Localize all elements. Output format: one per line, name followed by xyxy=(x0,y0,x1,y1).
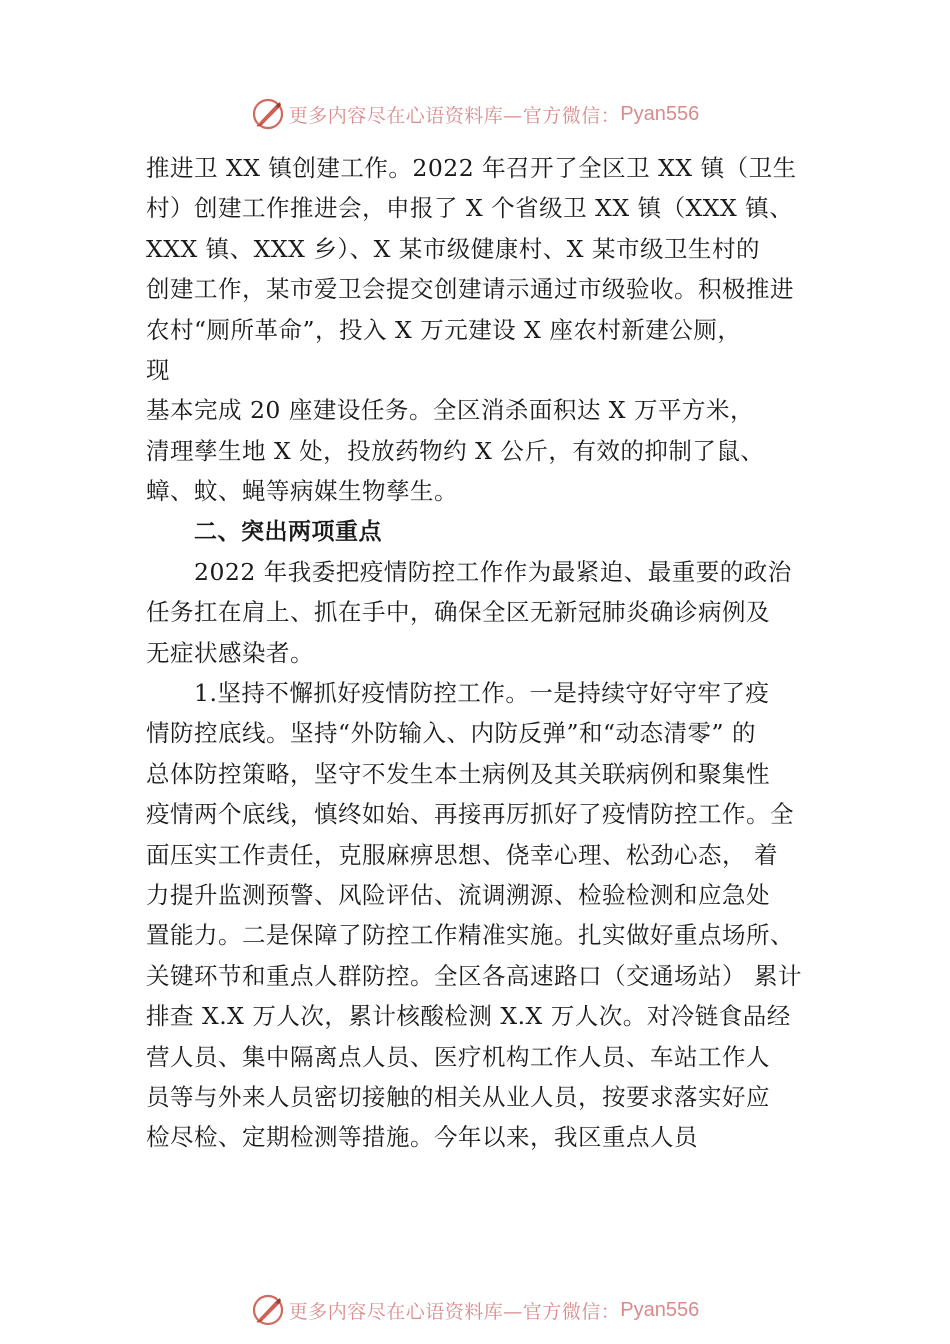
text-line: 任务扛在肩上、抓在手中，确保全区无新冠肺炎确诊病例及 xyxy=(146,598,770,627)
text-line: 营人员、集中隔离点人员、医疗机构工作人员、车站工作人 xyxy=(146,1042,770,1071)
text-line: 蟑、蚊、蝇等病媒生物孳生。 xyxy=(146,477,458,506)
text-line: 排查 X.X 万人次，累计核酸检测 X.X 万人次。对冷链食品经 xyxy=(146,1002,791,1031)
text-line: 力提升监测预警、风险评估、流调溯源、检验检测和应急处 xyxy=(146,881,770,910)
banner-text: 更多内容尽在心语资料库—官方微信： xyxy=(288,1300,621,1323)
text-line: 面压实工作责任，克服麻痹思想、侥幸心理、松劲心态， 着 xyxy=(146,840,778,869)
text-line: 基本完成 20 座建设任务。全区消杀面积达 X 万平方米， xyxy=(146,396,755,425)
banner-wechat-id: Pyan556 xyxy=(620,1298,700,1321)
banner-text: 更多内容尽在心语资料库—官方微信： xyxy=(288,104,621,127)
text-line: 推进卫 XX 镇创建工作。2022 年召开了全区卫 XX 镇（卫生 xyxy=(146,154,797,182)
section-heading: 二、突出两项重点 xyxy=(194,518,382,545)
header-watermark-banner xyxy=(0,94,950,134)
quill-logo-icon xyxy=(251,97,285,131)
text-line: 无症状感染者。 xyxy=(146,638,314,667)
text-line: 村）创建工作推进会，申报了 X 个省级卫 XX 镇（XXX 镇、 xyxy=(146,194,794,223)
text-line: 清理孳生地 X 处，投放药物约 X 公斤，有效的抑制了鼠、 xyxy=(146,436,765,465)
document-body xyxy=(146,148,826,1158)
banner-wechat-id: Pyan556 xyxy=(620,102,700,125)
text-line: 农村“厕所革命”，投入 X 万元建设 X 座农村新建公厕， xyxy=(146,315,742,344)
text-line: 关键环节和重点人群防控。全区各高速路口（交通场站） 累计 xyxy=(146,961,802,990)
text-line: 2022 年我委把疫情防控工作作为最紧迫、最重要的政治 xyxy=(194,557,792,586)
text-line: 1.坚持不懈抓好疫情防控工作。一是持续守好守牢了疫 xyxy=(194,679,770,708)
text-line: 员等与外来人员密切接触的相关从业人员，按要求落实好应 xyxy=(146,1082,770,1111)
text-line: 创建工作，某市爱卫会提交创建请示通过市级验收。积极推进 xyxy=(146,275,794,304)
text-line: 总体防控策略，坚守不发生本土病例及其关联病例和聚集性 xyxy=(146,759,770,788)
text-line: 情防控底线。坚持“外防输入、内防反弹”和“动态清零” 的 xyxy=(146,719,757,748)
text-line: XXX 镇、XXX 乡）、X 某市级健康村、X 某市级卫生村的 xyxy=(146,234,760,263)
footer-watermark-banner xyxy=(0,1290,950,1330)
quill-logo-icon xyxy=(251,1293,285,1327)
text-line: 置能力。二是保障了防控工作精准实施。扎实做好重点场所、 xyxy=(146,921,794,950)
text-line: 疫情两个底线，慎终如始、再接再厉抓好了疫情防控工作。全 xyxy=(146,800,794,829)
text-line: 检尽检、定期检测等措施。今年以来，我区重点人员 xyxy=(146,1123,698,1152)
text-line: 现 xyxy=(146,355,170,384)
